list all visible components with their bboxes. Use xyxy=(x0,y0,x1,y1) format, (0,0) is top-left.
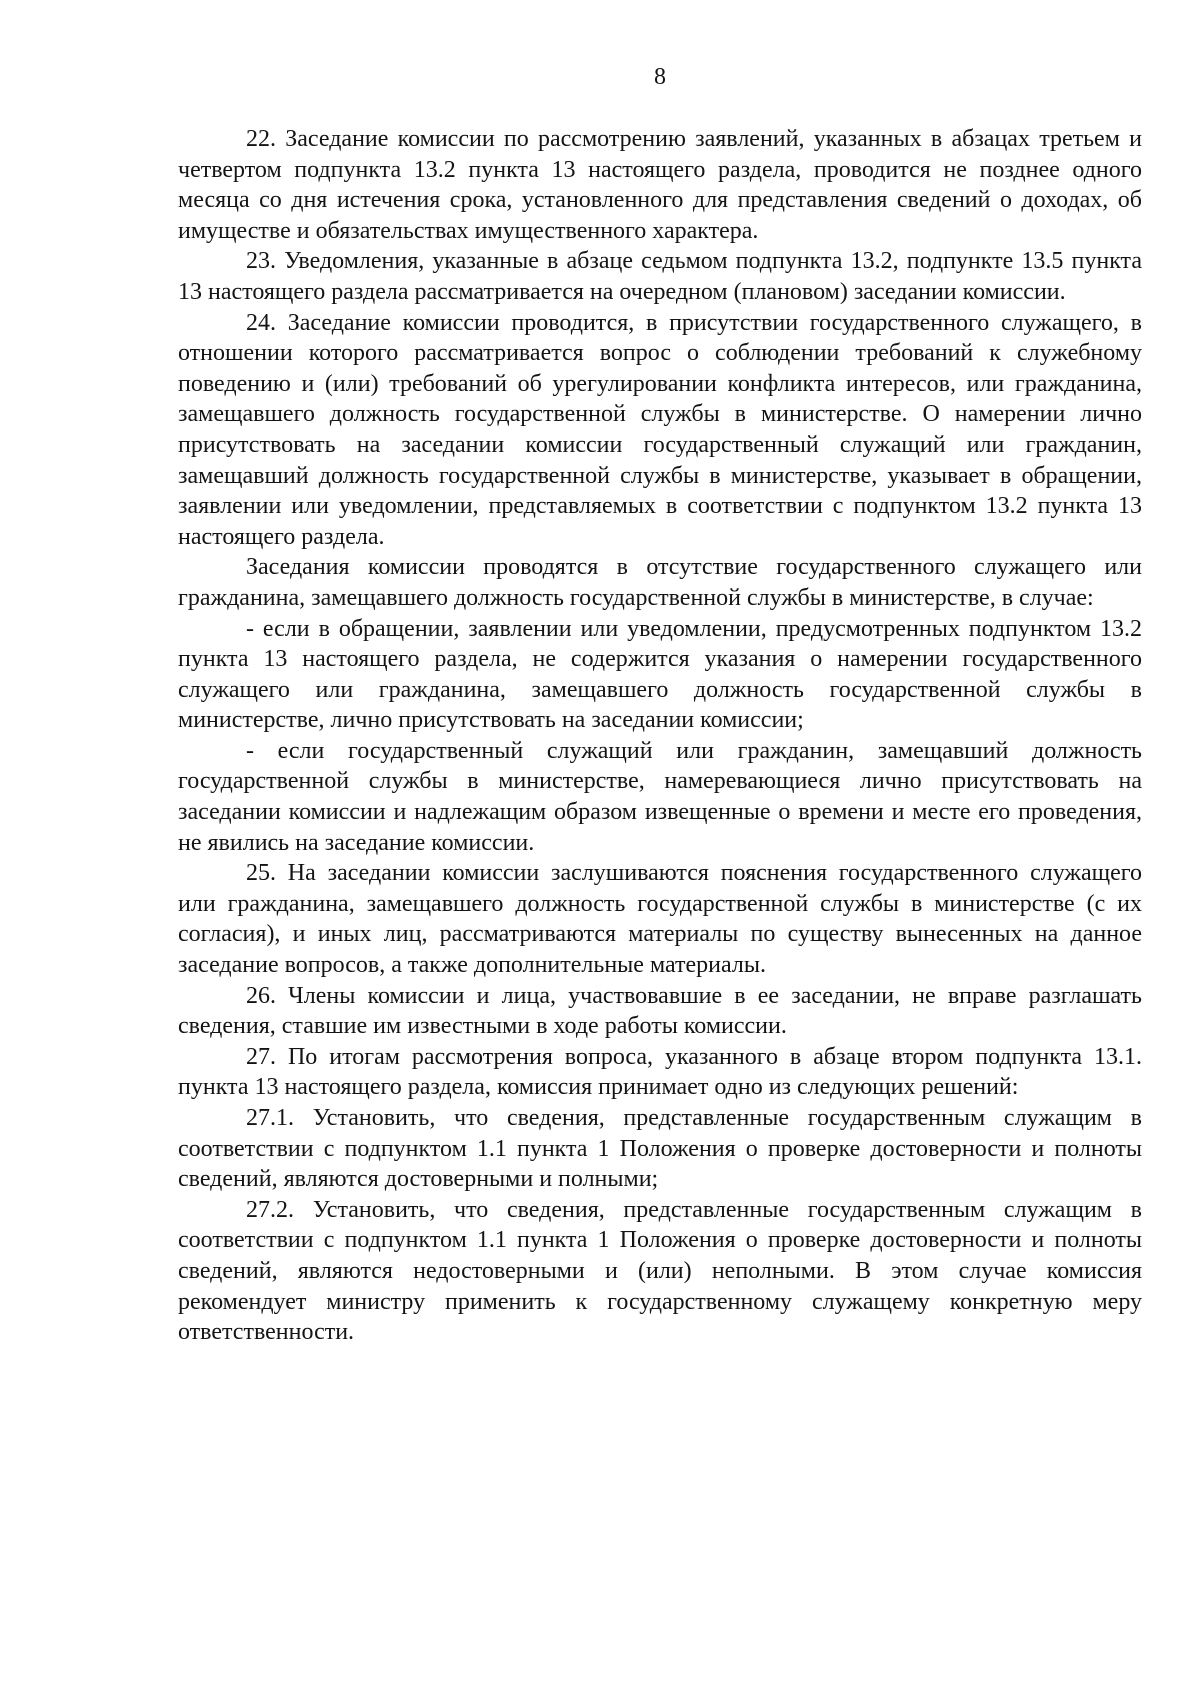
paragraph-27: 27. По итогам рассмотрения вопроса, указанного в абзаце втором подпункта 13.1. пункта 13 настоящего раздела, комиссия принимает одно из следующих решений: xyxy=(178,1043,1142,1101)
paragraph-27-2: 27.2. Установить, что сведения, представленные государственным служащим в соответствии с подпунктом 1.1 пункта 1 Положения о проверке достоверности и полноты сведений, являются недостоверными и (или) неполными. В этом случае комиссия рекомендует министру применить к государственному служащему конкретную меру ответственности. xyxy=(178,1196,1142,1346)
list-item-no-show: - если государственный служащий или гражданин, замещавший должность государственной службы в министерстве, намеревающиеся лично присутствовать на заседании комиссии и надлежащим образом извещенные о времени и месте его проведения, не явились на заседание комиссии. xyxy=(178,737,1142,856)
paragraph-24: 24. Заседание комиссии проводится, в присутствии государственного служащего, в отношении которого рассматривается вопрос о соблюдении требований к служебному поведению и (или) требований об урегулировании конфликта интересов, или гражданина, замещавшего должность государственной службы в министерстве. О намерении лично присутствовать на заседании комиссии государственный служащий или гражданин, замещавший должность государственной службы в министерстве, указывает в обращении, заявлении или уведомлении, представляемых в соответствии с подпунктом 13.2 пункта 13 настоящего раздела. xyxy=(178,309,1142,550)
paragraph-25: 25. На заседании комиссии заслушиваются пояснения государственного служащего или гражданина, замещавшего должность государственной службы в министерстве (с их согласия), и иных лиц, рассматриваются материалы по существу вынесенных на данное заседание вопросов, а также дополнительные материалы. xyxy=(178,860,1142,979)
paragraph-27-1: 27.1. Установить, что сведения, представленные государственным служащим в соответствии с подпунктом 1.1 пункта 1 Положения о проверке достоверности и полноты сведений, являются достоверными и полными; xyxy=(178,1105,1142,1193)
list-item-no-intent: - если в обращении, заявлении или уведомлении, предусмотренных подпунктом 13.2 пункта 13 настоящего раздела, не содержится указания о намерении государственного служащего или гражданина, замещавшего должность государственной службы в министерстве, лично присутствовать на заседании комиссии; xyxy=(178,615,1142,734)
paragraph-absence-cases: Заседания комиссии проводятся в отсутствие государственного служащего или гражданина, замещавшего должность государственной службы в министерстве, в случае: xyxy=(178,554,1142,611)
page-number: 8 xyxy=(654,64,666,90)
document-body xyxy=(178,124,1142,1348)
paragraph-26: 26. Члены комиссии и лица, участвовавшие в ее заседании, не вправе разглашать сведения, ставшие им известными в ходе работы комиссии. xyxy=(178,982,1142,1040)
paragraph-23: 23. Уведомления, указанные в абзаце седьмом подпункта 13.2, подпункте 13.5 пункта 13 настоящего раздела рассматривается на очередном (плановом) заседании комиссии. xyxy=(178,248,1142,305)
paragraph-22: 22. Заседание комиссии по рассмотрению заявлений, указанных в абзацах третьем и четвертом подпункта 13.2 пункта 13 настоящего раздела, проводится не позднее одного месяца со дня истечения срока, установленного для представления сведений о доходах, об имуществе и обязательствах имущественного характера. xyxy=(178,126,1142,244)
